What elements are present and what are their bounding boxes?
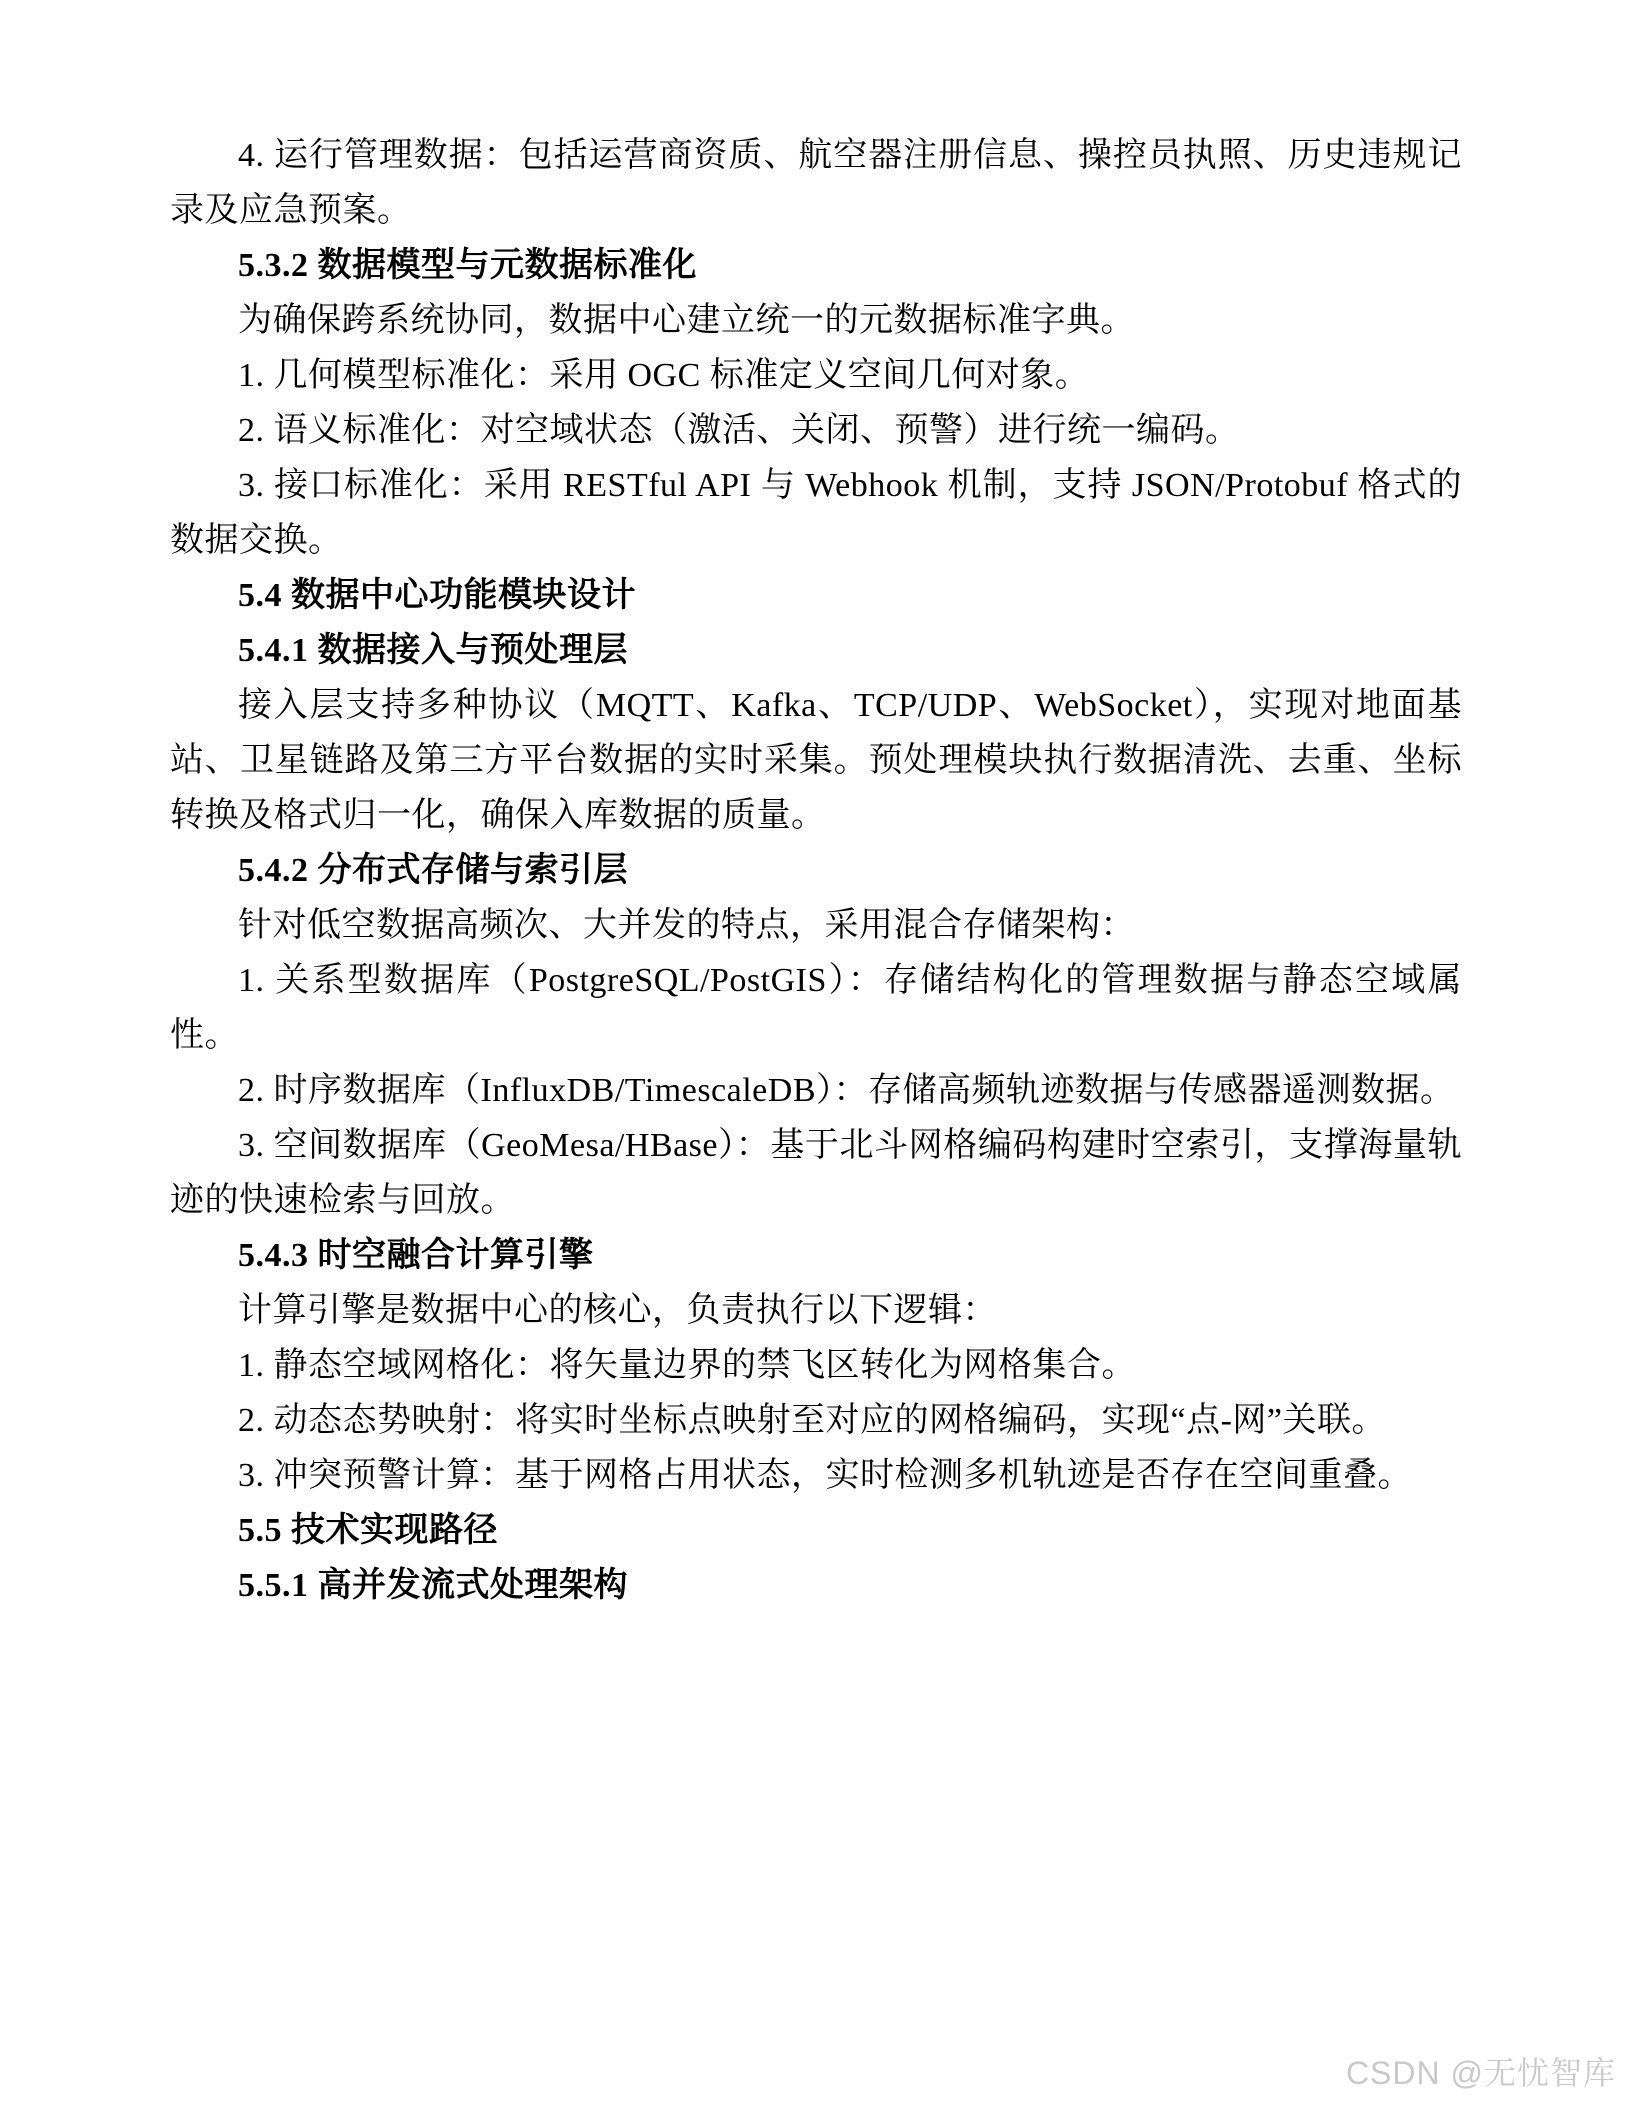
paragraph: 针对低空数据高频次、大并发的特点，采用混合存储架构： bbox=[238, 907, 1135, 944]
paragraph: 2. 动态态势映射：将实时坐标点映射至对应的网格编码，实现“点-网”关联。 bbox=[238, 1402, 1387, 1439]
paragraph: 2. 语义标准化：对空域状态（激活、关闭、预警）进行统一编码。 bbox=[238, 412, 1240, 449]
section-heading: 5.4 数据中心功能模块设计 bbox=[238, 577, 636, 614]
paragraph: 1. 静态空域网格化：将矢量边界的禁飞区转化为网格集合。 bbox=[238, 1347, 1136, 1384]
document-body bbox=[170, 128, 1462, 1613]
paragraph: 接入层支持多种协议（MQTT、Kafka、TCP/UDP、WebSocket），实现对地面基站、卫星链路及第三方平台数据的实时采集。预处理模块执行数据清洗、去重、坐标转换及格式归一化，确保入库数据的质量。 bbox=[170, 687, 1462, 834]
paragraph: 为确保跨系统协同，数据中心建立统一的元数据标准字典。 bbox=[238, 302, 1135, 339]
paragraph: 4. 运行管理数据：包括运营商资质、航空器注册信息、操控员执照、历史违规记录及应急预案。 bbox=[170, 137, 1462, 229]
paragraph: 2. 时序数据库（InfluxDB/TimescaleDB）：存储高频轨迹数据与传感器遥测数据。 bbox=[238, 1072, 1455, 1109]
paragraph: 3. 接口标准化：采用 RESTful API 与 Webhook 机制，支持 JSON/Protobuf 格式的数据交换。 bbox=[170, 467, 1462, 559]
section-heading: 5.3.2 数据模型与元数据标准化 bbox=[238, 247, 697, 284]
paragraph: 1. 几何模型标准化：采用 OGC 标准定义空间几何对象。 bbox=[238, 357, 1090, 394]
paragraph: 计算引擎是数据中心的核心，负责执行以下逻辑： bbox=[238, 1292, 997, 1329]
section-heading: 5.5.1 高并发流式处理架构 bbox=[238, 1567, 628, 1604]
watermark: CSDN @无忧智库 bbox=[1345, 2055, 1616, 2091]
section-heading: 5.4.1 数据接入与预处理层 bbox=[238, 632, 628, 669]
section-heading: 5.5 技术实现路径 bbox=[238, 1512, 498, 1549]
section-heading: 5.4.2 分布式存储与索引层 bbox=[238, 852, 628, 889]
section-heading: 5.4.3 时空融合计算引擎 bbox=[238, 1237, 594, 1274]
paragraph: 3. 空间数据库（GeoMesa/HBase）：基于北斗网格编码构建时空索引，支撑海量轨迹的快速检索与回放。 bbox=[170, 1127, 1462, 1219]
paragraph: 1. 关系型数据库（PostgreSQL/PostGIS）：存储结构化的管理数据与静态空域属性。 bbox=[170, 962, 1462, 1054]
paragraph: 3. 冲突预警计算：基于网格占用状态，实时检测多机轨迹是否存在空间重叠。 bbox=[238, 1457, 1412, 1494]
